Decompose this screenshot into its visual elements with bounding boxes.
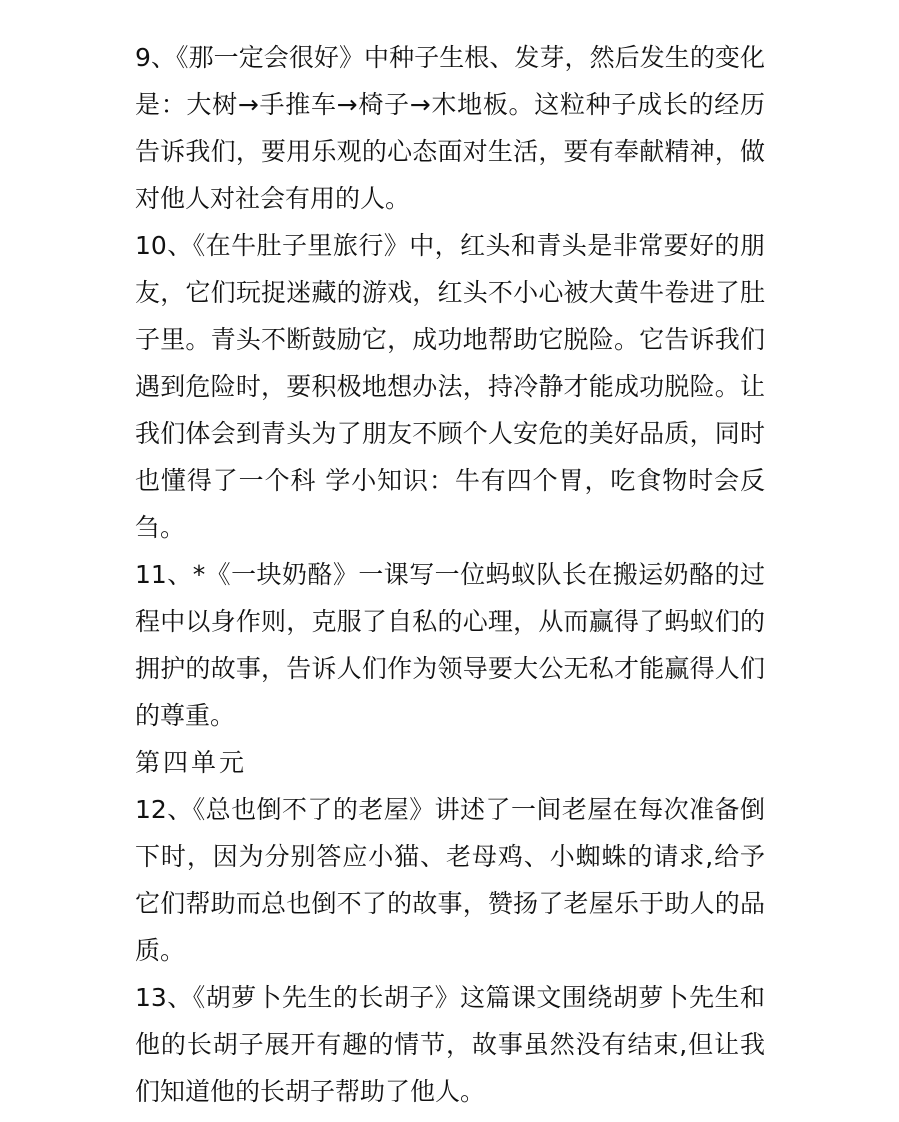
paragraph-13: 13、《胡萝卜先生的长胡子》这篇课文围绕胡萝卜先生和他的长胡子展开有趣的情节，故事虽然没有结束,但让我们知道他的长胡子帮助了他人。 [135,983,765,1106]
paragraph-11: 11、*《一块奶酪》一课写一位蚂蚁队长在搬运奶酪的过程中以身作则，克服了自私的心理，从而赢得了蚂蚁们的拥护的故事，告诉人们作为领导要大公无私才能赢得人们的尊重。 [135,560,765,730]
document-body [135,34,765,1115]
paragraph-12: 12、《总也倒不了的老屋》讲述了一间老屋在每次准备倒下时，因为分别答应小猫、老母鸡、小蜘蛛的请求,给予它们帮助而总也倒不了的故事，赞扬了老屋乐于助人的品质。 [135,795,765,965]
paragraph-9: 9、《那一定会很好》中种子生根、发芽，然后发生的变化是：大树→手推车→椅子→木地板。这粒种子成长的经历告诉我们，要用乐观的心态面对生活，要有奉献精神，做对他人对社会有用的人。 [135,43,765,213]
paragraph-10: 10、《在牛肚子里旅行》中，红头和青头是非常要好的朋友，它们玩捉迷藏的游戏，红头不小心被大黄牛卷进了肚子里。青头不断鼓励它，成功地帮助它脱险。它告诉我们遇到危险时，要积极地想办法，持冷静才能成功脱险。让我们体会到青头为了朋友不顾个人安危的美好品质，同时也懂得了一个科 学小知识：牛有四个胃，吃食物时会反刍。 [135,231,765,542]
unit-heading: 第四单元 [135,748,248,777]
